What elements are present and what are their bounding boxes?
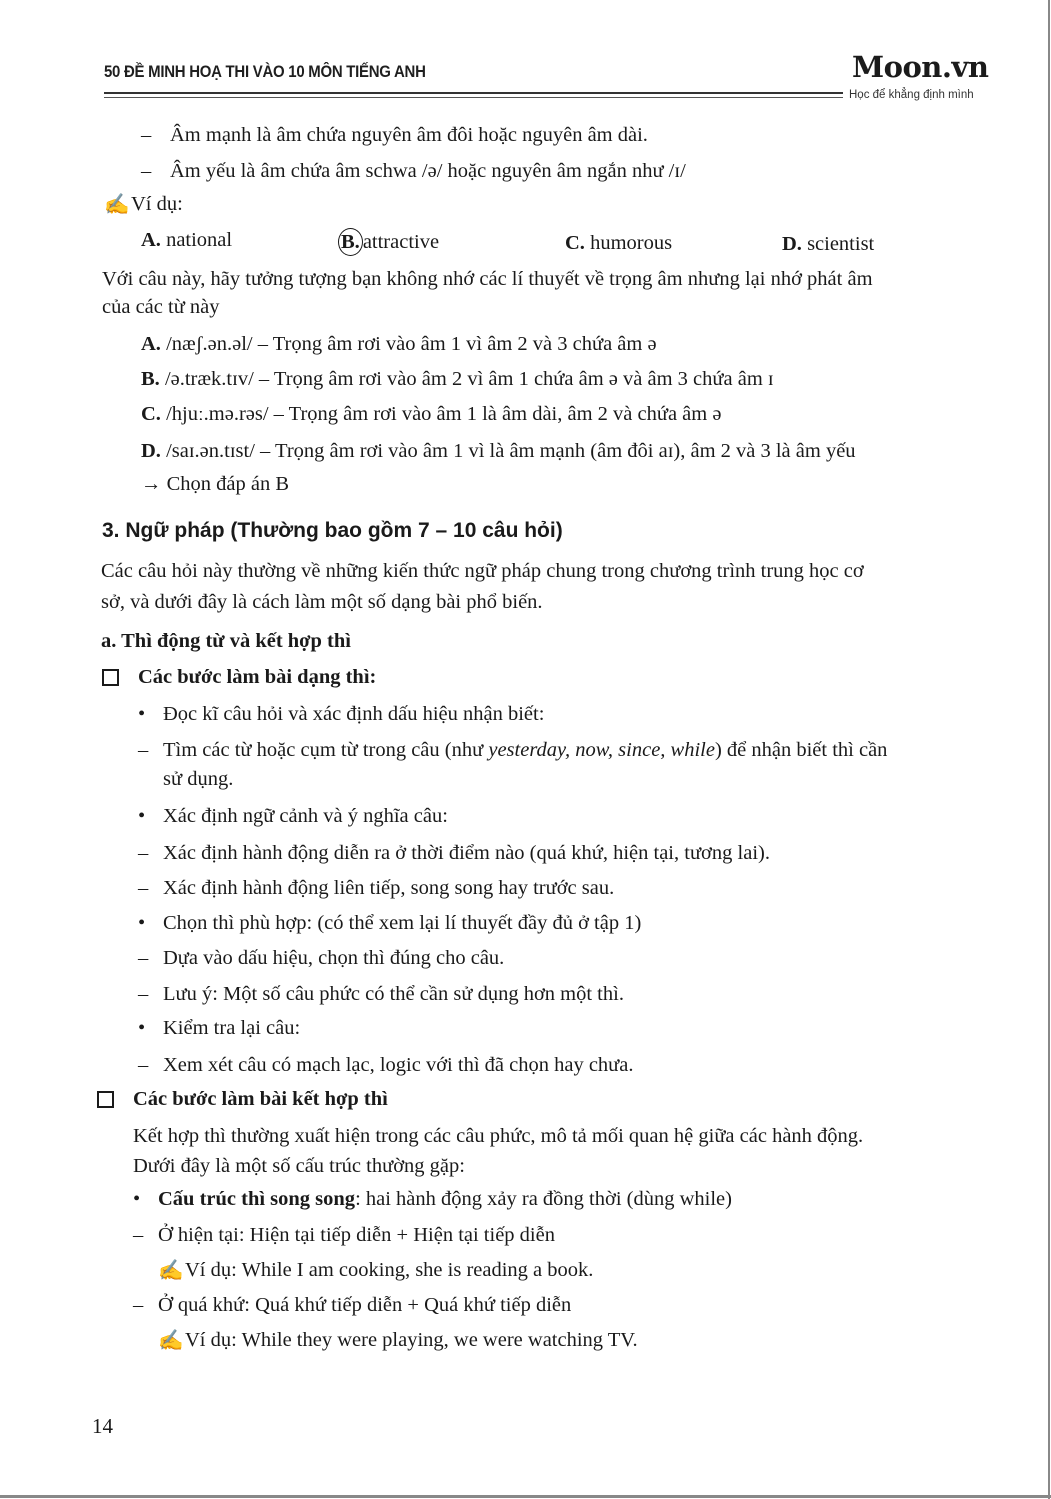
- option-d: D. scientist: [782, 233, 875, 255]
- option-a: A. national: [141, 229, 233, 251]
- bullet-4: Kiểm tra lại câu:: [163, 1017, 301, 1039]
- stress-intro-line2: của các từ này: [102, 296, 220, 318]
- dash-2: Xác định hành động diễn ra ở thời điểm nào (quá khứ, hiện tại, tương lai).: [163, 842, 770, 864]
- dash-icon: –: [138, 842, 149, 864]
- combo-line1: Kết hợp thì thường xuất hiện trong các câu phức, mô tả mối quan hệ giữa các hành động.: [133, 1125, 864, 1147]
- subsection-a-title: a. Thì động từ và kết hợp thì: [101, 630, 351, 652]
- present-example: Ví dụ: While I am cooking, she is reading a book.: [185, 1259, 594, 1281]
- explanation-b: B. /ə.træk.tɪv/ – Trọng âm rơi vào âm 2 vì âm 1 chứa âm ə và âm 3 chứa âm ɪ: [141, 368, 774, 390]
- bullet-icon: •: [138, 912, 146, 934]
- pencil-icon: ✍: [158, 1330, 184, 1352]
- dash-icon: –: [138, 877, 149, 899]
- page-number: 14: [92, 1414, 113, 1438]
- explanation-d: D. /saɪ.ən.tɪst/ – Trọng âm rơi vào âm 1 vì là âm mạnh (âm đôi aɪ), âm 2 và 3 là âm yếu: [141, 440, 856, 462]
- combo-title: Các bước làm bài kết hợp thì: [133, 1088, 388, 1110]
- dash-icon: –: [138, 739, 149, 761]
- pencil-icon: ✍: [158, 1260, 184, 1282]
- option-c: C. humorous: [565, 232, 673, 254]
- dash-1-line2: sử dụng.: [163, 768, 234, 790]
- pencil-icon: ✍: [104, 194, 130, 216]
- dash-icon: –: [141, 160, 152, 182]
- dash-icon: –: [133, 1224, 144, 1246]
- brand-logo: Moon.vn: [852, 50, 989, 84]
- past-structure: Ở quá khứ: Quá khứ tiếp diễn + Quá khứ tiếp diễn: [158, 1294, 572, 1316]
- dash-4: Dựa vào dấu hiệu, chọn thì đúng cho câu.: [163, 947, 505, 969]
- option-b-selected: B. attractive: [338, 228, 439, 256]
- bullet-3: Chọn thì phù hợp: (có thể xem lại lí thuyết đầy đủ ở tập 1): [163, 912, 642, 934]
- strong-stress-text: Âm mạnh là âm chứa nguyên âm đôi hoặc nguyên âm dài.: [170, 124, 648, 146]
- scan-edge-bottom: [0, 1495, 1051, 1498]
- dash-icon: –: [138, 983, 149, 1005]
- bullet-1: Đọc kĩ câu hỏi và xác định dấu hiệu nhận biết:: [163, 703, 545, 725]
- combo-line2: Dưới đây là một số cấu trúc thường gặp:: [133, 1155, 465, 1177]
- bullet-icon: •: [138, 1017, 146, 1039]
- dash-icon: –: [141, 124, 152, 146]
- bullet-icon: •: [133, 1188, 141, 1210]
- dash-5: Lưu ý: Một số câu phức có thể cần sử dụng hơn một thì.: [163, 983, 624, 1005]
- circled-answer-icon: B.: [338, 228, 363, 256]
- explanation-c: C. /hjuː.mə.rəs/ – Trọng âm rơi vào âm 1 là âm dài, âm 2 và chứa âm ə: [141, 403, 722, 425]
- grammar-heading: 3. Ngữ pháp (Thường bao gồm 7 – 10 câu hỏi): [102, 519, 563, 542]
- bullet-icon: •: [138, 805, 146, 827]
- past-example: Ví dụ: While they were playing, we were watching TV.: [185, 1329, 638, 1351]
- example-label: Ví dụ:: [131, 193, 183, 215]
- checkbox-icon: [97, 1091, 114, 1108]
- steps-title: Các bước làm bài dạng thì:: [138, 666, 377, 688]
- dash-3: Xác định hành động liên tiếp, song song hay trước sau.: [163, 877, 615, 899]
- header-rule-thin: [104, 97, 843, 98]
- parallel-structure: Cấu trúc thì song song: hai hành động xảy ra đồng thời (dùng while): [158, 1188, 732, 1210]
- weak-stress-text: Âm yếu là âm chứa âm schwa /ə/ hoặc nguyên âm ngắn như /ɪ/: [170, 160, 686, 182]
- dash-icon: –: [138, 1054, 149, 1076]
- present-structure: Ở hiện tại: Hiện tại tiếp diễn + Hiện tại tiếp diễn: [158, 1224, 555, 1246]
- scan-edge: [1048, 0, 1050, 1499]
- stress-intro-line1: Với câu này, hãy tưởng tượng bạn không nhớ các lí thuyết về trọng âm nhưng lại nhớ phát âm: [102, 268, 873, 290]
- dash-icon: –: [138, 947, 149, 969]
- grammar-intro-line1: Các câu hỏi này thường về những kiến thức ngữ pháp chung trong chương trình trung học cơ: [101, 560, 864, 582]
- dash-1: Tìm các từ hoặc cụm từ trong câu (như yesterday, now, since, while) để nhận biết thì cần: [163, 739, 888, 761]
- bullet-icon: •: [138, 703, 146, 725]
- header-rule: [104, 92, 843, 94]
- explanation-a: A. /næʃ.ən.əl/ – Trọng âm rơi vào âm 1 vì âm 2 và 3 chứa âm ə: [141, 333, 657, 355]
- checkbox-icon: [102, 669, 119, 686]
- header-title: 50 ĐỀ MINH HOẠ THI VÀO 10 MÔN TIẾNG ANH: [104, 62, 426, 81]
- dash-icon: –: [133, 1294, 144, 1316]
- grammar-intro-line2: sở, và dưới đây là cách làm một số dạng bài phổ biến.: [101, 591, 543, 613]
- answer-line: → Chọn đáp án B: [141, 473, 290, 495]
- bullet-2: Xác định ngữ cảnh và ý nghĩa câu:: [163, 805, 448, 827]
- dash-6: Xem xét câu có mạch lạc, logic với thì đã chọn hay chưa.: [163, 1054, 634, 1076]
- brand-tagline: Học để khẳng định mình: [849, 89, 974, 101]
